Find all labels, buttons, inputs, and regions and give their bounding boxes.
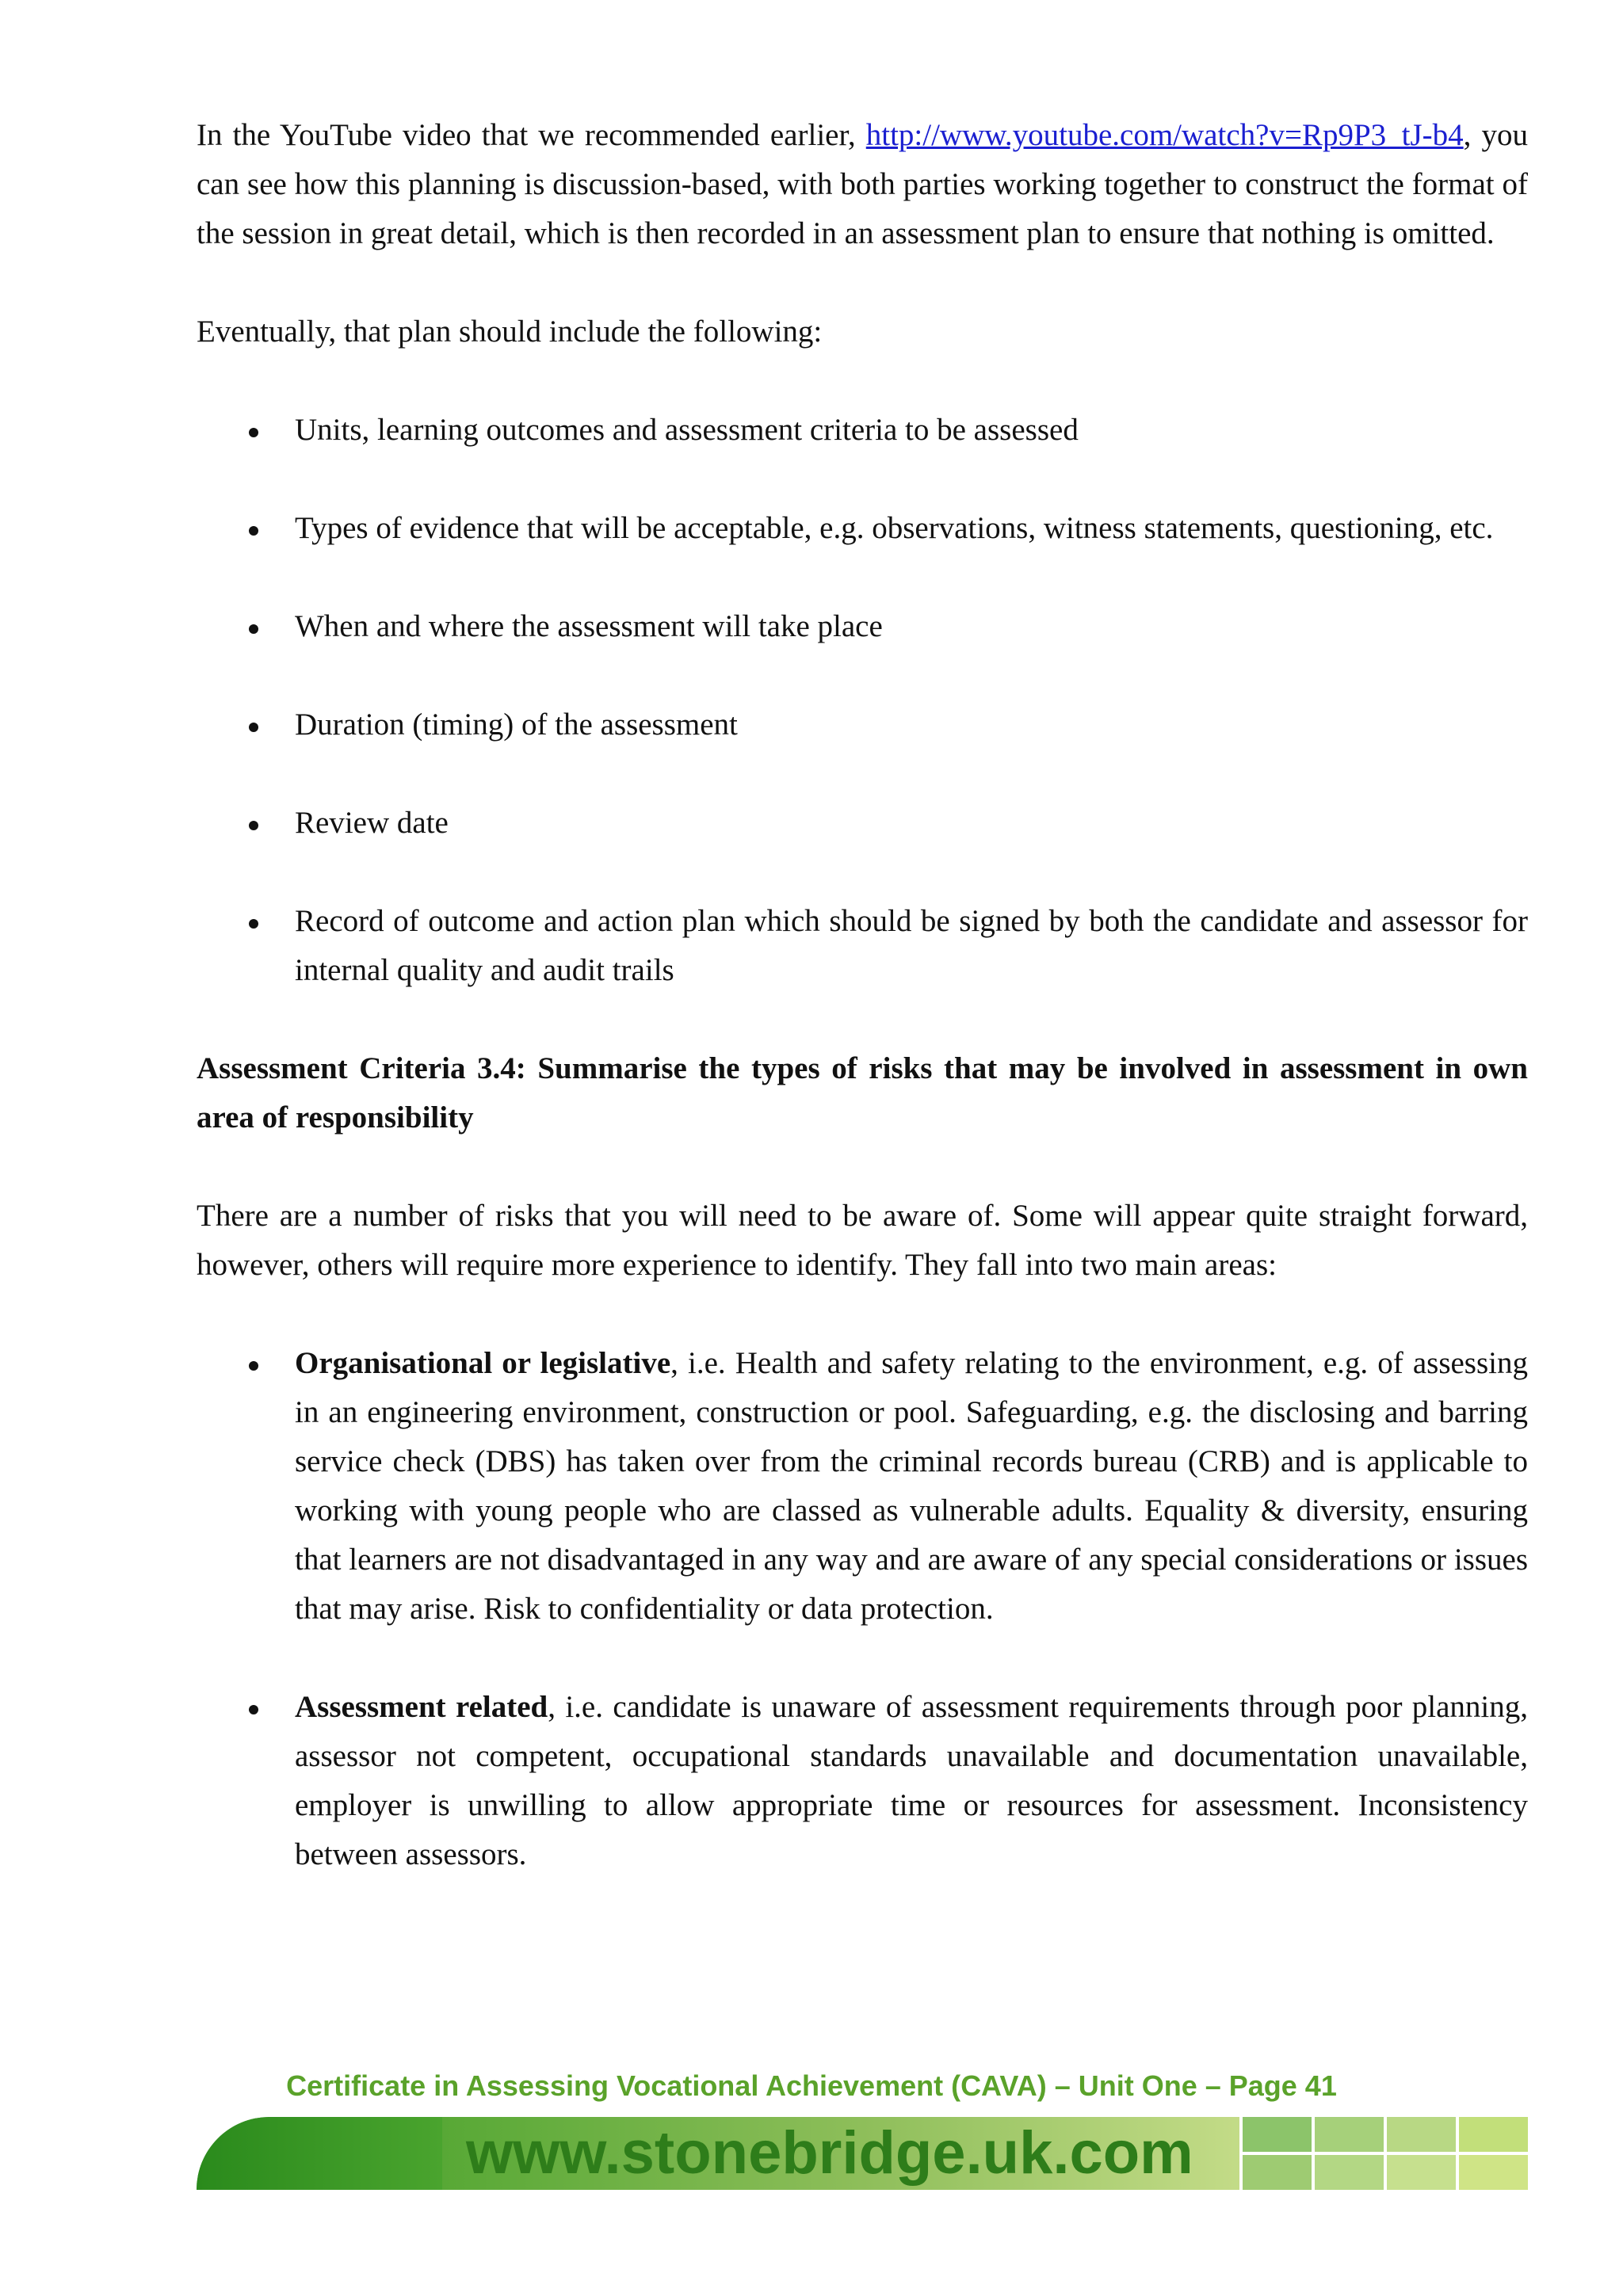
risk-text: , i.e. candidate is unaware of assessment requirements through poor planning, assessor not competent, occupational standards unavailable and documentation unavailable, employer is unwilling to allow appropriate time or resources for assessment. Inconsistency between assessors. xyxy=(295,1690,1529,1871)
risks-list xyxy=(197,1339,1528,1879)
section-heading: Assessment Criteria 3.4: Summarise the types of risks that may be involved in assessment in own area of responsibility xyxy=(197,1051,1528,1135)
decorative-tile xyxy=(1243,2155,1312,2190)
list-item xyxy=(197,504,1528,553)
decorative-tile-grid xyxy=(1239,2117,1528,2190)
decorative-tile xyxy=(1315,2155,1384,2190)
document-body xyxy=(197,111,1528,1879)
list-item xyxy=(197,602,1528,651)
risks-intro-paragraph: There are a number of risks that you will need to be aware of. Some will appear quite straight forward, however, others will require more experience to identify. They fall into two main areas: xyxy=(197,1199,1528,1282)
plan-list xyxy=(197,406,1528,995)
plan-intro-paragraph: Eventually, that plan should include the following: xyxy=(197,315,823,349)
youtube-link[interactable]: http://www.youtube.com/watch?v=Rp9P3_tJ-b4 xyxy=(865,118,1464,152)
banner-accent xyxy=(197,2117,442,2190)
bullet-icon xyxy=(249,1705,258,1714)
list-item-text: Duration (timing) of the assessment xyxy=(295,707,738,742)
list-item xyxy=(197,897,1528,995)
website-url: www.stonebridge.uk.com xyxy=(466,2119,1193,2187)
intro-text-before: In the YouTube video that we recommended earlier, xyxy=(197,118,866,152)
list-item xyxy=(197,1339,1528,1634)
decorative-tile xyxy=(1387,2117,1456,2152)
intro-text-after: , you can see how this planning is discussion-based, with both parties working together to construct the format of the session in great detail, which is then recorded in an assessment plan to ensure that nothing is omitted. xyxy=(197,118,1529,250)
decorative-tile xyxy=(1387,2155,1456,2190)
bullet-icon xyxy=(249,624,258,634)
list-item xyxy=(197,700,1528,749)
decorative-tile xyxy=(1243,2117,1312,2152)
risk-term: Organisational or legislative xyxy=(295,1346,671,1380)
bullet-icon xyxy=(249,919,258,929)
bullet-icon xyxy=(249,1361,258,1371)
list-item-text: Units, learning outcomes and assessment criteria to be assessed xyxy=(295,413,1079,447)
list-item-text: When and where the assessment will take place xyxy=(295,609,883,643)
list-item xyxy=(197,1683,1528,1879)
list-item xyxy=(197,799,1528,848)
decorative-tile xyxy=(1459,2117,1528,2152)
bullet-icon xyxy=(249,428,258,437)
footer-title: Certificate in Assessing Vocational Achievement (CAVA) – Unit One – Page 41 xyxy=(286,2069,1337,2102)
risk-term: Assessment related xyxy=(295,1690,548,1724)
bullet-icon xyxy=(249,723,258,732)
list-item-text: Review date xyxy=(295,806,449,840)
risk-text: , i.e. Health and safety relating to the environment, e.g. of assessing in an engineering environment, construction or pool. Safeguarding, e.g. the disclosing and barring service check (DBS) has taken over from the criminal records bureau (CRB) and is applicable to working with young people who are classed as vulnerable adults. Equality & diversity, ensuring that learners are not disadvantaged in any way and are aware of any special considerations or issues that may arise. Risk to confidentiality or data protection. xyxy=(295,1346,1528,1626)
decorative-tile xyxy=(1459,2155,1528,2190)
bullet-icon xyxy=(249,821,258,830)
decorative-tile xyxy=(1315,2117,1384,2152)
bullet-icon xyxy=(249,526,258,536)
intro-paragraph xyxy=(197,111,1528,258)
list-item-text: Types of evidence that will be acceptable, e.g. observations, witness statements, questioning, etc. xyxy=(295,511,1494,545)
list-item-text: Record of outcome and action plan which should be signed by both the candidate and assessor for internal quality and audit trails xyxy=(295,904,1528,987)
footer-banner xyxy=(197,2117,1528,2190)
list-item xyxy=(197,406,1528,455)
